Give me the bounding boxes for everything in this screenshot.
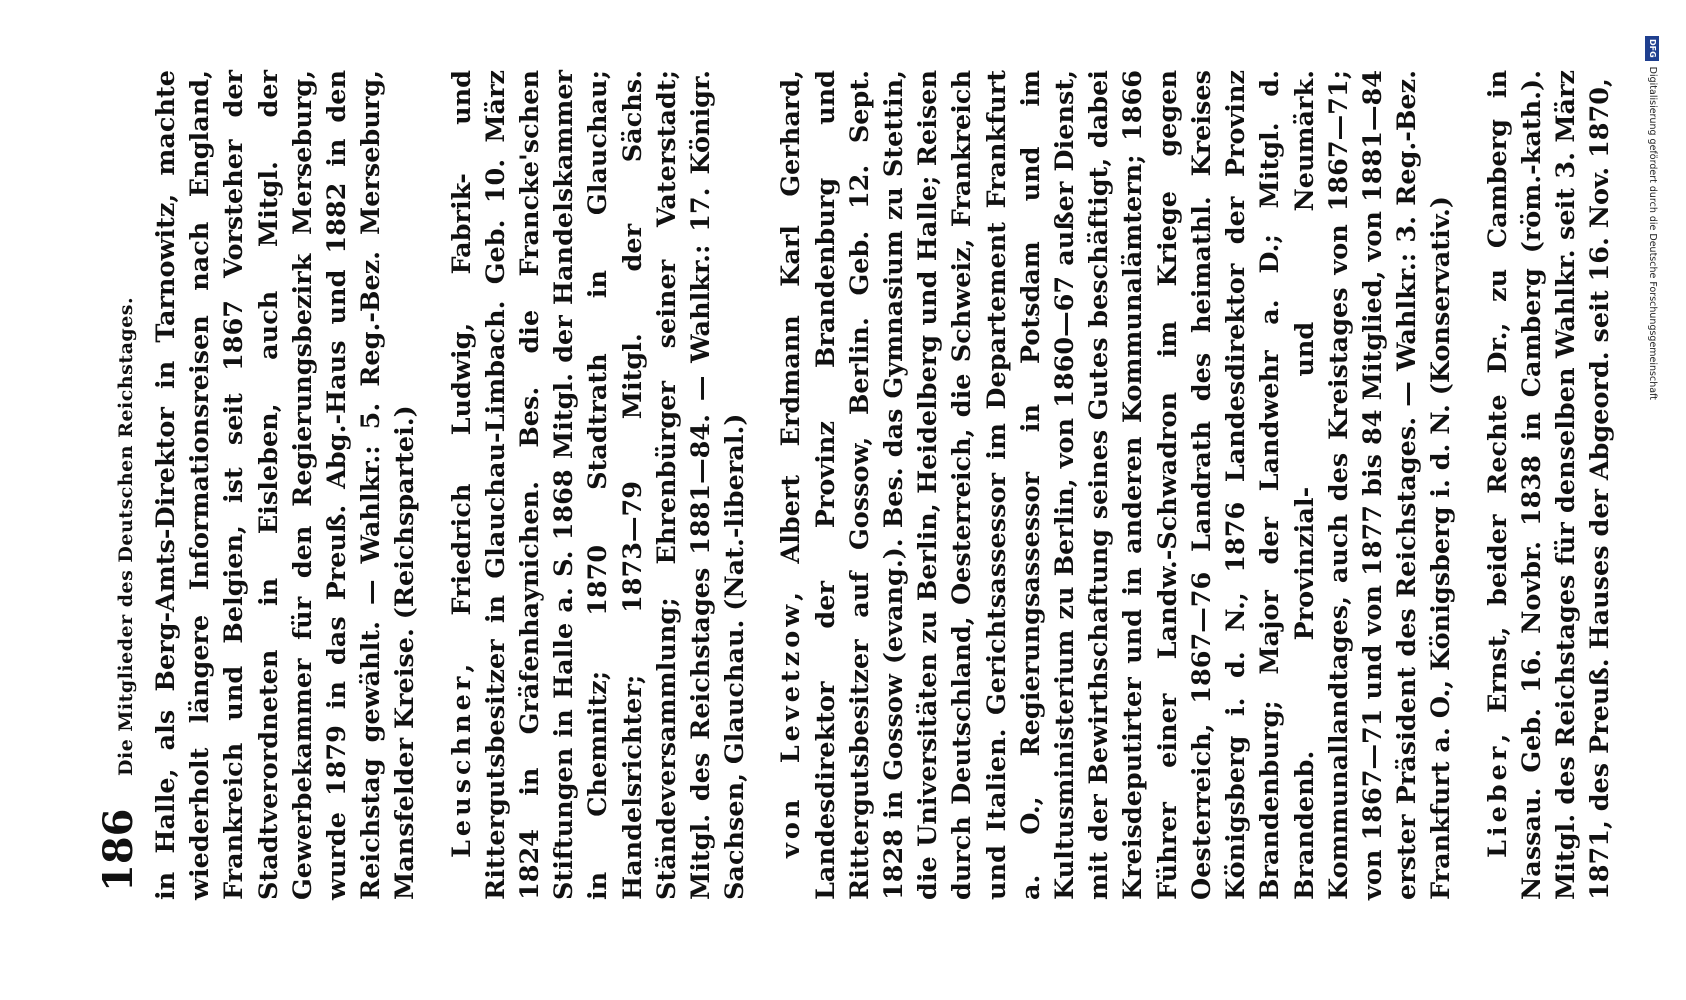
- member-entry-lieber: [1481, 70, 1618, 900]
- entry-text: , Friedrich Ludwig, Fabrik- und Rittergutsbesitzer in Glauchau-Limbach. Geb. 10. März 1824 in Gräfenhaynichen. Bes. die Francke'schen Stiftungen in Halle a. S. 1868 Mitgl. der Handelskammer in Chemnitz; 1870 Stadtrath in Glauchau; Handelsrichter; 1873—79 Mitgl. der Sächs. Ständeversammlung; Ehrenbürger seiner Vaterstadt; Mitgl. des Reichstages 1881—84. — Wahlkr.: 17. Königr. Sachsen, Glauchau. (Nat.-liberal.): [446, 70, 751, 900]
- page-number: 186: [95, 808, 142, 892]
- running-head: [95, 70, 142, 900]
- page-content: [95, 70, 1616, 900]
- entry-text: , Albert Erdmann Karl Gerhard, Landesdirektor der Provinz Brandenburg und Rittergutsbesitzer auf Gossow, Berlin. Geb. 12. Sept. 1828 in Gossow (evang.). Bes. das Gymnasium zu Stettin, die Universitäten zu Berlin, Heidelberg und Halle; Reisen durch Deutschland, Oesterreich, die Schweiz, Frankreich und Italien. Gerichtsassessor im Departement Frankfurt a. O., Regierungsassessor in Potsdam und im Kultusministerium zu Berlin, von 1860—67 außer Dienst, mit der Bewirthschaftung seines Gutes beschäftigt, dabei Kreisdeputirter und in anderen Kommunalämtern; 1866 Führer einer Landw.-Schwadron im Kriege gegen Oesterreich, 1867—76 Landrath des heimathl. Kreises Königsberg i. d. N., 1876 Landesdirektor der Provinz Brandenburg; Major der Landwehr a. D.; Mitgl. d. Brandenb. Provinzial- und Neumärk. Kommunallandtages, auch des Kreistages von 1867—71; von 1867—71 und von 1877 bis 84 Mitglied, von 1881—84 erster Präsident des Reichstages. — Wahlkr.: 3. Reg.-Bez. Frankfurt a. O., Königsberg i. d. N. (Konservativ.): [776, 70, 1457, 900]
- member-entry-levetzow: [774, 70, 1458, 900]
- entry-name: Leuschner: [446, 672, 477, 858]
- running-title: Die Mitglieder des Deutschen Reichstages.: [115, 296, 137, 776]
- entry-name: Lieber: [1482, 742, 1513, 858]
- dfg-logo: DFG: [1645, 36, 1659, 61]
- member-entry-leuschner: [445, 70, 753, 900]
- continued-paragraph: in Halle, als Berg-Amts-Direktor in Tarnowitz, machte wiederholt längere Informationsreisen nach England, Frankreich und Belgien, ist seit 1867 Vorsteher der Stadtverordneten in Eisleben, auch Mitgl. der Gewerbekammer für den Regierungsbezirk Merseburg, wurde 1879 in das Preuß. Abg.-Haus und 1882 in den Reichstag gewählt. — Wahlkr.: 5. Reg.-Bez. Merseburg, Mansfelder Kreise. (Reichspartei.): [151, 70, 421, 900]
- text-column: [149, 70, 1617, 900]
- funding-text: Digitalisierung gefördert durch die Deutsche Forschungsgemeinschaft: [1647, 66, 1658, 400]
- funding-note: [1645, 36, 1659, 936]
- entry-text: , Ernst, beider Rechte Dr., zu Camberg in Nassau. Geb. 16. Novbr. 1838 in Camberg (röm.-kath.). Mitgl. des Reichstages für denselben Wahlkr. seit 3. März 1871, des Preuß. Hauses der Abgeord. seit 16. Nov. 1870,: [1482, 70, 1616, 900]
- entry-name: von Levetzow: [776, 600, 807, 858]
